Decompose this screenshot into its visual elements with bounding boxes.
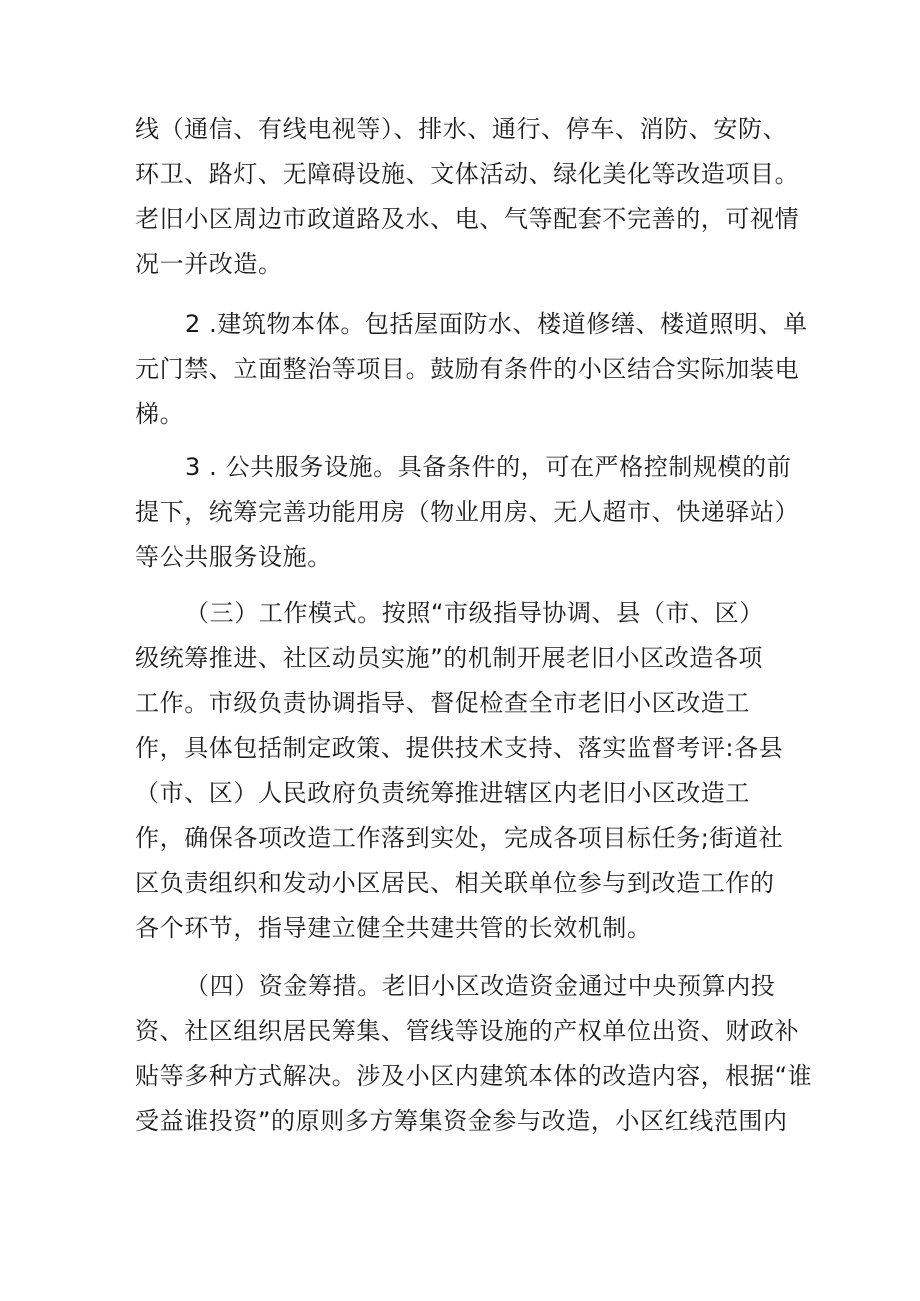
text-line: 2 .建筑物本体。包括屋面防水、楼道修缮、楼道照明、单 xyxy=(185,310,808,338)
text-line: 受益谁投资”的原则多方筹集资金参与改造，小区红线范围内 xyxy=(135,1107,788,1135)
text-line: 3 . 公共服务设施。具备条件的，可在严格控制规模的前 xyxy=(185,453,792,481)
text-line: 老旧小区周边市政道路及水、电、气等配套不完善的，可视情 xyxy=(135,205,800,233)
text-line: 线（通信、有线电视等）、排水、通行、停车、消防、安防、 xyxy=(135,115,788,143)
text-line: 资、社区组织居民筹集、管线等设施的产权单位出资、财政补 xyxy=(135,1017,800,1045)
text-line: （三）工作模式。按照“市级指导协调、县（市、区） xyxy=(185,599,764,627)
text-line: 贴等多种方式解决。涉及小区内建筑本体的改造内容，根据“谁 xyxy=(135,1062,813,1090)
text-line: 等公共服务设施。 xyxy=(135,543,332,571)
text-line: 况一并改造。 xyxy=(135,250,283,278)
text-line: 作，确保各项改造工作落到实处，完成各项目标任务;街道社 xyxy=(135,824,784,852)
text-line: 各个环节，指导建立健全共建共管的长效机制。 xyxy=(135,914,652,942)
text-line: 级统筹推进、社区动员实施”的机制开展老旧小区改造各项 xyxy=(135,644,764,672)
text-line: 区负责组织和发动小区居民、相关联单位参与到改造工作的 xyxy=(135,869,775,897)
text-line: 元门禁、立面整治等项目。鼓励有条件的小区结合实际加装电 xyxy=(135,355,800,383)
text-line: 环卫、路灯、无障碍设施、文体活动、绿化美化等改造项目。 xyxy=(135,160,800,188)
text-line: 作，具体包括制定政策、提供技术支持、落实监督考评:各县 xyxy=(135,734,784,762)
text-line: （四）资金筹措。老旧小区改造资金通过中央预算内投 xyxy=(185,972,776,1000)
text-line: （市、区）人民政府负责统筹推进辖区内老旧小区改造工 xyxy=(135,779,750,807)
text-line: 工作。市级负责协调指导、督促检查全市老旧小区改造工 xyxy=(135,689,750,717)
text-line: 梯。 xyxy=(135,400,185,428)
text-line: 提下，统筹完善功能用房（物业用房、无人超市、快递驿站） xyxy=(135,498,800,526)
